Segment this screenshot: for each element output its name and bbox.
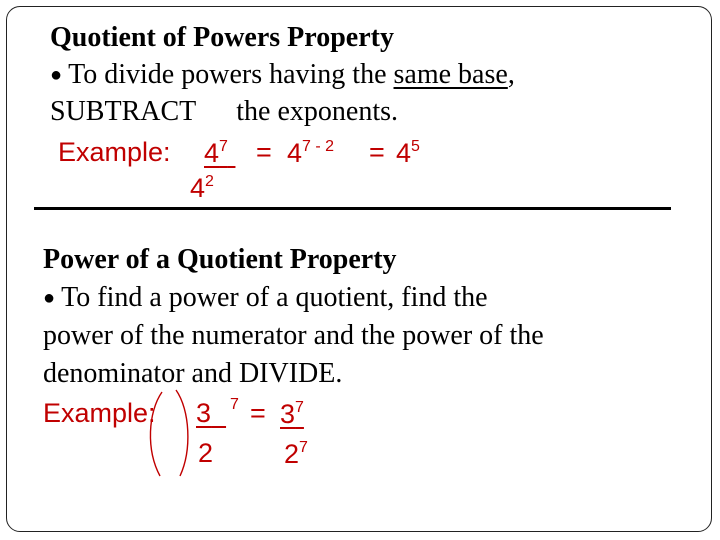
section2-title: Power of a Quotient Property <box>43 244 397 275</box>
section2-line2: power of the numerator and the power of the <box>43 320 544 351</box>
section-divider <box>34 207 671 210</box>
section2-line3: denominator and DIVIDE. <box>43 358 343 389</box>
section1-line2-rest: the exponents. <box>236 96 398 127</box>
section1-line2 <box>50 98 398 126</box>
section2-result-numerator: $3^7$ <box>280 399 304 429</box>
section1-line1-post: , <box>507 59 515 90</box>
section1-line1-pre: To divide powers having the <box>68 59 394 90</box>
section2-fraction-denominator: 2 <box>198 438 214 468</box>
left-paren <box>150 392 162 476</box>
section2-fraction-numerator: 3 <box>196 398 212 428</box>
section1-example-label: Example: <box>58 137 171 167</box>
section1-line2-emph: SUBTRACT <box>50 96 197 127</box>
section2-outer-exponent: 7 <box>230 396 239 413</box>
section1-result: $4^5$ <box>396 138 420 168</box>
section1-eq2: = <box>369 137 385 167</box>
section1-eq1: = <box>256 137 272 167</box>
section1-fraction-numerator <box>204 139 235 167</box>
bullet-icon: ● <box>50 64 63 86</box>
parentheses-annotation <box>140 388 200 480</box>
section1-fraction-denominator: $4^2$ <box>190 173 214 203</box>
section1-line1-underlined: same base <box>393 59 508 90</box>
bullet-icon: ● <box>43 287 56 309</box>
section2-example-label: Example: <box>43 398 156 428</box>
section1-bullet-line1 <box>50 61 515 89</box>
section2-bullet-line1 <box>43 284 488 312</box>
right-paren <box>176 390 188 476</box>
section2-result-denominator: $2^7$ <box>284 439 308 469</box>
section2-line1: To find a power of a quotient, find the <box>61 282 488 313</box>
section1-middle-term: 4$^{7 - 2}$ <box>287 138 335 168</box>
section1-title: Quotient of Powers Property <box>50 22 394 53</box>
section2-eq: = <box>250 398 266 428</box>
section1-num-base: $4^7$ <box>204 138 228 168</box>
